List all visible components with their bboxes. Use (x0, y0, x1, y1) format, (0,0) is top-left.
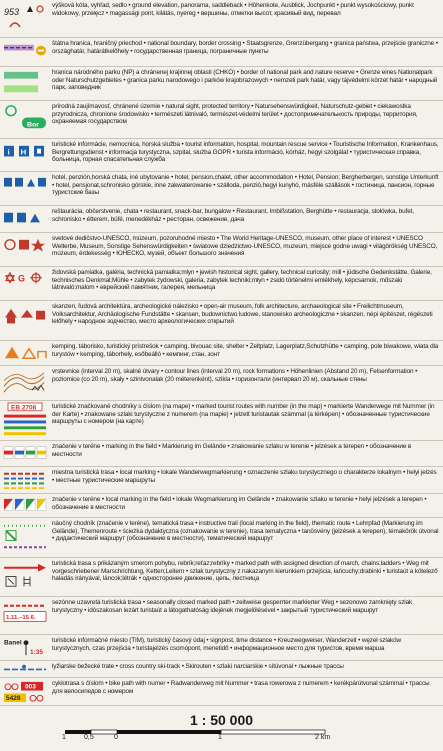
legend-text: kemping, táborisko, turistický prístrešok • camping, bivouac site, shelter • Zeltplatz, Lagerplatz,Schutzhütte • camping, pole biwakowe, wiata dla turystów • kemping, táborhely, esőbeálló • кемпинг, стан, зонт (52, 343, 439, 358)
legend-row-seasonal (0, 596, 443, 634)
local-marking-icon (2, 468, 48, 492)
legend-row-march-direction (0, 557, 443, 596)
protected-nature-icon (2, 102, 48, 137)
legend-text: hranica národného parku (NP) a chránenej krajinnej oblasti (CHKO) • border of national park and nature reserve • Grenze eines Nationalpark oder Naturschutzgebietes • granica parku narodowego i parków krajobrazowych • nemzeti park határ, vagy tájvédelmi körzet határ • народный парк, заповедник (52, 69, 438, 92)
legend-row-camping (0, 340, 443, 365)
cycle-route-number: 003 (25, 683, 36, 691)
legend-text: značenie v teréne • marking in the field • Markierung im Gelände • znakowanie szlaku w terenie • jelzések a terepen • обозначение в местности (52, 443, 412, 458)
unesco-icon (2, 234, 48, 265)
scale-title: 1 : 50 000 (189, 712, 254, 728)
legend-row-peak (0, 0, 443, 37)
trail-number-label: EB 2708 (10, 404, 37, 412)
legend-row-marked-trails (0, 400, 443, 440)
legend-text: židovská pamiatka, galéria, technická pamiatka;mlyn • jewish historical sight, gallery, technical curiosity; mill • jüdische Gedenkstätte, Galerie, technisches Denkmal;Mühle • zabytek żydowski, galeria, zabytek techniki;młyn • zsidó történelmi emlékhely, képcsarnok, műszaki látnivaló;malom • еврейский памятник, галерея, мельница (52, 269, 432, 292)
tourist-info-icon (2, 140, 48, 170)
legend-row-skansen (0, 300, 443, 340)
legend-row-local-marking (0, 466, 443, 493)
legend-text: výšková kóta, vyhľad, sedlo • ground elevation, panorama, saddleback • Höhenkote, Ausblick, Jochpunkt • punkt wysokościowy, punkt widokowy, przełęcz • magassági pont, kilátás, nyereg • вершины, отметки высот, красивый вид, перевал (52, 2, 414, 17)
scale-tick-label: 0 (114, 734, 118, 741)
legend-row-accommodation (0, 171, 443, 205)
cycle-route-icon (2, 679, 48, 704)
legend-row-contours (0, 365, 443, 400)
legend-text: turistické informačné miesto (TIM), turistický časový údaj • signpost, time distance • Kreuzwegweiser, Wanderzeit • węzeł szlaków turystycznych, czas przejścia • turistajelzés csomópont, menetidő • информационное место для туристов, время марша (52, 637, 402, 652)
legend-text: turistické informácie, nemocnica, horská služba • tourist information, hospital, mountain rescue service • Touristische Information, Krankenhaus, Bergrettungsdienst • informacja turystyczna, szpital, służba GOPR • turista információ, kórház, hegyi szolgálat • туристическая справка, больница, горная спасательная служба (52, 141, 439, 164)
national-border-icon (2, 39, 48, 65)
legend-row-ski-track (0, 660, 443, 677)
camping-icon (2, 342, 48, 364)
scale-tick-label: 2 km (315, 734, 331, 741)
legend-row-nature (0, 100, 443, 138)
legend-row-jewish (0, 266, 443, 300)
terrain-marking-icon (2, 442, 48, 465)
scale-tick-label: 1 (62, 734, 66, 741)
scale-bar (0, 705, 443, 751)
seasonal-closure-icon (2, 598, 48, 633)
legend-row-tourist-info (0, 138, 443, 171)
signpost-time-label: 1:35 (30, 649, 44, 657)
legend-text: skanzen, ľudová architektúra, archeologické nálezisko • open-air museum, folk architecture, archaeological site • Freilichtmuseum, Volksarchitektur, Archäologische Fundstätte • skansen, budownictwo ludowe, stanowisko archeologiczne • skanzen, népi építészet, régészeti lelőhely • народное зодчество, место археологических открытий (52, 303, 433, 326)
legend-text: cyklotrasa s číslom • bike path with numer • Radwanderweg mit Nummer • trasa rowerowa z numerem • kerékpárútvonal számmal • трассы для велосипедов с номером (52, 680, 430, 695)
legend-text: sezónne uzavretá turistická trasa • seasonally closed marked path • zeitweise gesperrter markierter Weg • sezonowo zamknięty szlak turystyczny • idószakosan lezárt turistaút a látogathatóság idejének megjelölésével • закрытый туристический маршрут (52, 599, 413, 614)
legend-text: lyžiarske bežecké trate • cross country ski-track • Skirouten • szlaki narciarskie • sítúvonal • лыжные трассы (52, 663, 344, 670)
cycle-route-number-2: 5428 (6, 695, 21, 703)
national-park-icon (2, 68, 48, 99)
signpost-name-label: Banel (4, 639, 22, 647)
legend-row-signpost (0, 634, 443, 660)
legend-text: turistická trasa s prikázaným smerom pohybu, rebrík;reťaz;rebríky • marked path with assigned direction of march, chains;ladders • Weg mit vorgeschriebener Marschrichtung, Ketten;Leitern • szlak turystyczny z nakazanym kierunkiem przejścia, łańcuchy;drabinki • turistaút a kötelező haladás irányával, láncok;létrák • односторонее движение, цепь, лестница (52, 560, 438, 583)
nature-badge-label: Bor (27, 121, 40, 129)
legend-text: hotel, penzión,horská chata, iné ubytovanie • hotel, pension,chalet, other accommodation • Hotel, Pension; Bergherbergen, sonstige Unterkunft • hotel, pensjonat,schronisko górskie, inne zakwaterowanie • szálloda, penzió,hegyi kunyhó, másféle szállások • гостиница, пансион, горные туристские базы (52, 174, 439, 197)
legend-text: turistické značkované chodníky s číslom (na mape) • marked tourist routes with number (in the map) • markierte Wanderwege mit Nummer (in der Karte) • znakowane szlaki turystyczne z numerem (na mapie) • jelzett turistautak számmal (a térképen) • обозначенные туристические маршруты с номером (на карте) (52, 403, 435, 426)
legend-row-restaurant (0, 205, 443, 232)
march-direction-icon (2, 559, 48, 595)
legend-row-cycle (0, 677, 443, 705)
legend-text: značenie v teréne • local marking in the field • lokale Wegmarkierung im Gelände • znakowanie szlaku w terenie • helyi jelzések a terepen • обозначение в местности (52, 496, 427, 511)
legend-text: miestna turistická trasa • local marking • lokale Wanderwegmarkierung • oznaczenie szlaku turystycznego o charakterze lokalnym • helyi jelzés • местные туристические маршруты (52, 469, 437, 484)
scale-tick-label: 0,5 (84, 734, 94, 741)
legend-row-border (0, 37, 443, 66)
contour-lines-icon (2, 367, 48, 399)
scale-tick-label: 1 (218, 734, 222, 741)
legend-row-terrain-marking (0, 440, 443, 466)
marked-trails-icon (2, 402, 48, 439)
svg-text:H: H (20, 147, 27, 157)
seasonal-dates-label: 1.11.–15.6. (6, 614, 36, 621)
svg-text:G: G (18, 273, 26, 284)
legend-row-local-field (0, 493, 443, 517)
peak-elevation-label: 953 (4, 7, 20, 17)
instructive-trail-icon (2, 519, 48, 556)
legend-text: vrstevnice (interval 20 m), skalné útvary • contour lines (interval 20 m), rock formations • Höhenlinien (Abstand 20 m), Felsenformation • poziomice (co 20 m), skały • szintvonalak (20 méterenként), szikla • горизонтали (интервал 20 м), скальные стены (52, 368, 418, 383)
legend-text: svetové dedičstvo-UNESCO, múzeum, pozoruhodné miesto • The World Heritage-UNESCO, museum, other place of interest • UNESCO Welterbe, Museum, Sonstige Sehenswürdigkeiten • światowe dziedzictwo-UNESCO, muzeum, miejsce godne uwagi • világörökség UNESCO, múzeum, érdekesség • ЮНЕСКО, музей, объект большого значения (52, 235, 438, 258)
local-field-marking-icon (2, 495, 48, 516)
open-air-museum-icon (2, 302, 48, 339)
legend-text: reštaurácia, občerstvenie, chata • restaurant, snack-bar, bungalow • Restaurant, Imbißstation, Berghütte • restauracja, stołówka, bufet, schronisko • étterem, büfé, menedékház • ресторан, освежение, дача (52, 208, 414, 223)
restaurant-icon (2, 207, 48, 231)
accommodation-icon (2, 173, 48, 204)
ski-track-icon (2, 662, 48, 676)
legend-text: náučný chodník (značenie v teréne), tematická trasa • instructive trail (local marking in the field), thematic route • Lehrpfad (Markierung im Gelände), Themenroute • ścieżka dydaktyczna (oznakowanie w terenie), trasa tematyczna • tanösvény (jelzések a terepen), témakörök útvonal • дидактический маршрут (обозначение в местности), тематический маршрут (52, 520, 439, 543)
legend-row-instructive (0, 517, 443, 557)
scale-bar-graphic (0, 706, 443, 751)
legend-row-park (0, 66, 443, 100)
jewish-heritage-icon (2, 268, 48, 299)
legend-row-unesco (0, 232, 443, 266)
svg-text:i: i (7, 147, 10, 157)
legend-text: prírodná zaujímavosť, chránené územie • natural sight, protected territory • Natursehenswürdigkeit, Naturschutz-gebiet • ciekawostka przyrodnicza, chronione środowisko • természeti látnivaló, természet-védelmi terület • достопримечательность природы, территория, охраняемая государством (52, 103, 418, 126)
signpost-icon (2, 636, 48, 659)
legend-text: štátna hranica, hraničný priechod • national boundary, border crossing • Staatsgrenze, Grenzübergang • granica państwa, przejście graniczne • országhatár, határátkelőhely • государственная граница, пограничные пункты (52, 40, 438, 55)
peak-icon (2, 1, 48, 36)
